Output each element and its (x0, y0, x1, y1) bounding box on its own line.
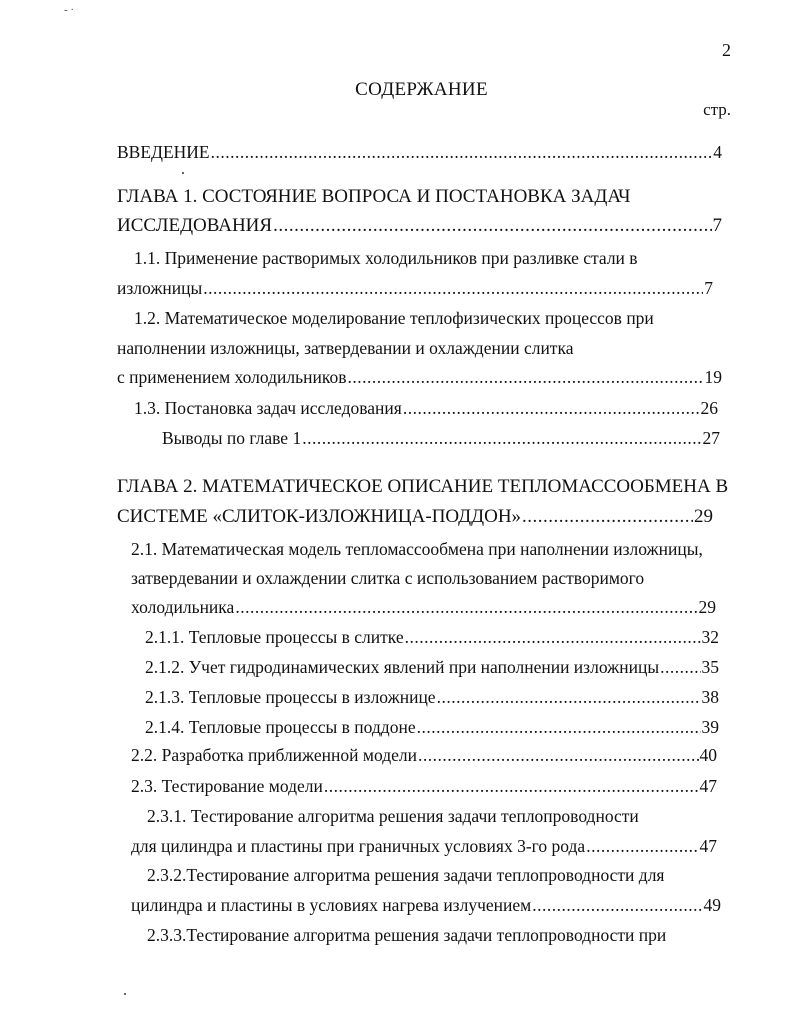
toc-entry-line: 2.3.3.Тестирование алгоритма решения задачи теплопроводности при (147, 925, 667, 945)
toc-entry-page: 35 (701, 657, 719, 677)
toc-chapter-heading: ГЛАВА 2. МАТЕМАТИЧЕСКОЕ ОПИСАНИЕ ТЕПЛОМАССООБМЕНА В (117, 476, 729, 497)
toc-entry-title: 1.3. Постановка задач исследования (134, 398, 402, 418)
toc-entry-title: с применением холодильников (117, 367, 347, 387)
toc-entry[interactable] (131, 835, 717, 857)
toc-entry-title: ИССЛЕДОВАНИЯ (117, 215, 273, 236)
page-title: СОДЕРЖАНИЕ (355, 79, 488, 100)
leader-dots (660, 656, 700, 678)
toc-entry-title: СИСТЕМЕ «СЛИТОК-ИЗЛОЖНИЦА-ПОДДОН» (117, 506, 522, 527)
toc-entry-title: цилиндра и пластины в условиях нагрева излучением (131, 895, 532, 915)
toc-entry-line: 2.3.2.Тестирование алгоритма решения задачи теплопроводности для (147, 865, 665, 885)
toc-chapter-heading: ГЛАВА 1. СОСТОЯНИЕ ВОПРОСА И ПОСТАНОВКА ЗАДАЧ (117, 186, 631, 207)
leader-dots (302, 427, 701, 449)
toc-entry-line: наполнении изложницы, затвердевании и охлаждении слитка (117, 338, 574, 358)
toc-entry[interactable] (131, 744, 717, 766)
toc-entry-title: 2.3. Тестирование модели (131, 776, 323, 796)
toc-entry-title: 2.2. Разработка приближенной модели (131, 745, 417, 765)
toc-entry-line: затвердевании и охлаждении слитка с использованием растворимого (131, 568, 645, 588)
toc-entry-line: 2.3.1. Тестирование алгоритма решения задачи теплопроводности (147, 806, 639, 826)
toc-entry-page: 7 (704, 278, 713, 298)
toc-entry-page: 26 (700, 398, 718, 418)
toc-entry-title: 2.1.1. Тепловые процессы в слитке (145, 627, 404, 647)
toc-entry-title: холодильника (131, 597, 235, 617)
toc-entry-page: 7 (712, 215, 722, 236)
leader-dots (273, 215, 711, 237)
toc-entry[interactable] (145, 626, 719, 648)
toc-entry-page: 47 (699, 836, 717, 856)
scan-mark: - · (64, 4, 75, 16)
leader-dots (417, 716, 701, 738)
toc-entry-line: 2.1. Математическая модель тепломассообмена при наполнении изложницы, (131, 539, 703, 559)
toc-entry[interactable] (117, 141, 722, 163)
toc-entry-page: 38 (701, 687, 719, 707)
scan-speck (124, 993, 126, 995)
toc-entry[interactable] (117, 277, 713, 299)
toc-entry[interactable] (145, 716, 719, 738)
leader-dots (347, 366, 703, 388)
scan-speck (182, 172, 184, 174)
toc-entry[interactable] (145, 656, 719, 678)
toc-entry-page: 29 (698, 597, 716, 617)
toc-entry-page: 47 (699, 776, 717, 796)
leader-dots (437, 686, 701, 708)
toc-entry-title: для цилиндра и пластины при граничных условиях 3-го рода (131, 836, 586, 856)
leader-dots (405, 626, 701, 648)
toc-entry-page: 4 (713, 142, 722, 162)
toc-entry-title: ВВЕДЕНИЕ (117, 142, 210, 162)
toc-entry[interactable] (131, 894, 721, 916)
toc-entry-page: 19 (704, 367, 722, 387)
toc-entry-title: 2.1.3. Тепловые процессы в изложнице (145, 687, 436, 707)
toc-entry-page: 29 (694, 506, 713, 527)
leader-dots (586, 835, 698, 857)
toc-entry-title: 2.1.2. Учет гидродинамических явлений при наполнении изложницы (145, 657, 660, 677)
toc-entry-line: 1.2. Математическое моделирование теплофизических процессов при (134, 308, 654, 328)
leader-dots (203, 277, 703, 299)
page-column-label: стр. (703, 100, 731, 119)
toc-entry[interactable] (131, 596, 716, 618)
toc-entry-page: 39 (701, 717, 719, 737)
toc-entry-page: 40 (699, 745, 717, 765)
toc-entry[interactable] (134, 397, 718, 419)
toc-entry-title: Выводы по главе 1 (162, 428, 302, 448)
leader-dots (324, 775, 699, 797)
toc-entry[interactable] (145, 686, 719, 708)
toc-entry-page: 49 (703, 895, 721, 915)
toc-entry-page: 27 (702, 428, 720, 448)
leader-dots (532, 894, 702, 916)
toc-entry[interactable] (117, 366, 722, 388)
leader-dots (522, 506, 693, 528)
leader-dots (418, 744, 699, 766)
leader-dots (235, 596, 697, 618)
leader-dots (403, 397, 700, 419)
toc-entry[interactable] (117, 506, 713, 528)
toc-entry[interactable] (117, 215, 722, 237)
toc-entry-line: 1.1. Применение растворимых холодильников при разливке стали в (134, 248, 638, 268)
toc-entry-title: 2.1.4. Тепловые процессы в поддоне (145, 717, 416, 737)
toc-entry[interactable] (131, 775, 717, 797)
toc-entry-title: изложницы (117, 278, 203, 298)
toc-entry[interactable] (162, 427, 720, 449)
page-number: 2 (722, 40, 731, 60)
leader-dots (211, 141, 713, 163)
toc-entry-page: 32 (701, 627, 719, 647)
